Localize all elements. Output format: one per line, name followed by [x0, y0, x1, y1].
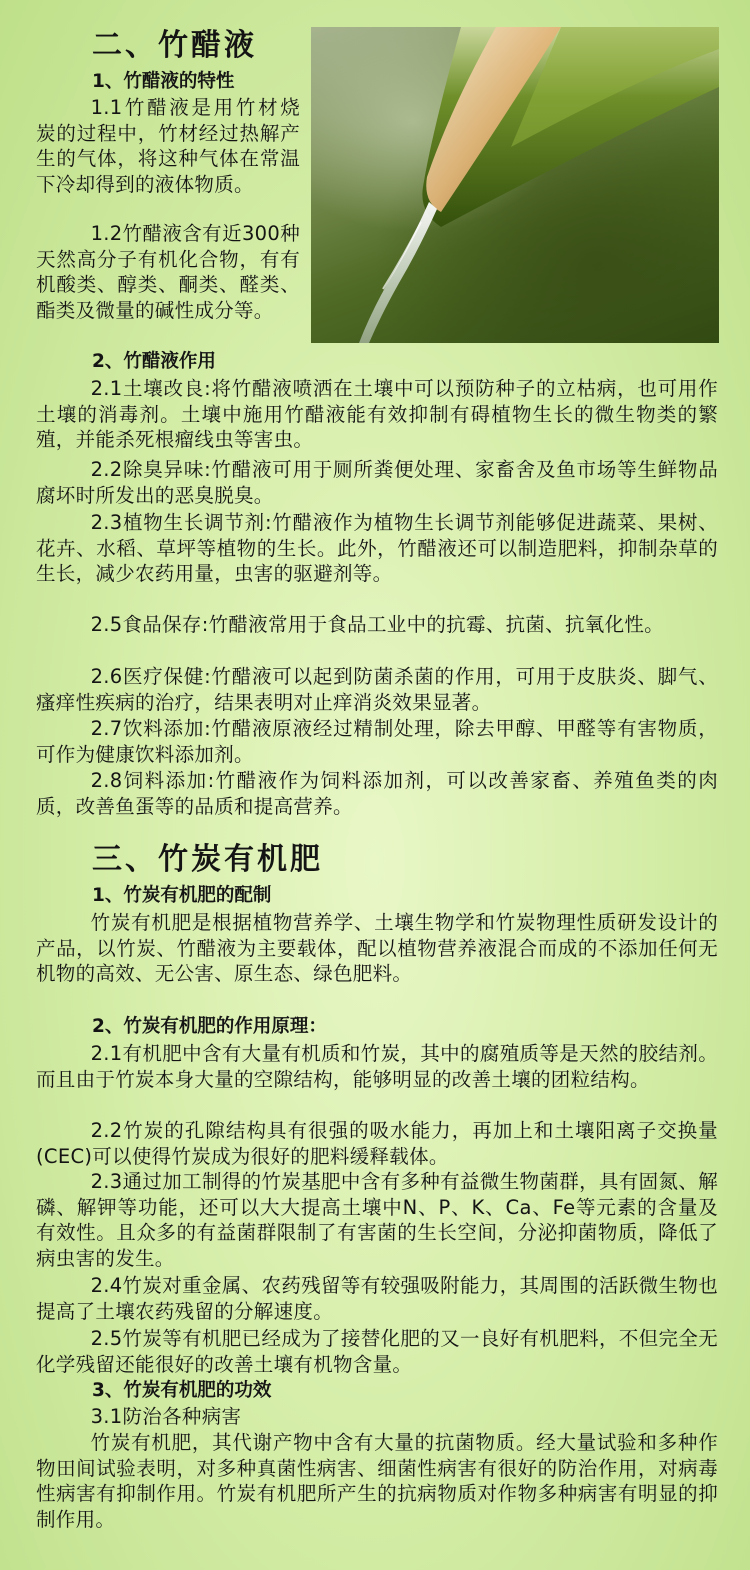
item-2-1: 2.1土壤改良:将竹醋液喷洒在土壤中可以预防种子的立枯病，也可用作土壤的消毒剂。土壤中施用竹醋液能有效抑制有碍植物生长的微生物类的繁殖，并能杀死根瘤线虫等害虫。: [36, 377, 718, 451]
paragraph-1-1: 1.1竹醋液是用竹材烧炭的过程中，竹材经过热解产生的气体，将这种气体在常温下冷却得到的液体物质。: [36, 96, 300, 196]
item-2-2: 2.2除臭异味:竹醋液可用于厕所粪便处理、家畜舍及鱼市场等生鲜物品腐坏时所发出的恶臭脱臭。: [36, 458, 718, 507]
section3-subheading-1: 1、竹炭有机肥的配制: [92, 885, 272, 906]
item-3-2-3: 2.3通过加工制得的竹炭基肥中含有多种有益微生物菌群，具有固氮、解磷、解钾等功能，还可以大大提高土壤中N、P、K、Ca、Fe等元素的含量及有效性。且众多的有益菌群限制了有害菌的生长空间，分泌抑菌物质，降低了病虫害的发生。: [36, 1170, 718, 1270]
section3-subheading-2: 2、竹炭有机肥的作用原理：: [92, 1016, 327, 1037]
item-3-2-5: 2.5竹炭等有机肥已经成为了接替化肥的又一良好有机肥料，不但完全无化学残留还能很好的改善土壤有机物含量。: [36, 1327, 718, 1376]
section3-title: 三、竹炭有机肥: [92, 842, 323, 877]
item-3-2-4: 2.4竹炭对重金属、农药残留等有较强吸附能力，其周围的活跃微生物也提高了土壤农药残留的分解速度。: [36, 1274, 718, 1323]
section3-subheading-3: 3、竹炭有机肥的功效: [92, 1380, 272, 1401]
item-3-2-2: 2.2竹炭的孔隙结构具有很强的吸水能力，再加上和土壤阳离子交换量(CEC)可以使得竹炭成为很好的肥料缓释载体。: [36, 1119, 718, 1168]
section2-subheading-2: 2、竹醋液作用: [92, 351, 216, 372]
item-2-6: 2.6医疗保健:竹醋液可以起到防菌杀菌的作用，可用于皮肤炎、脚气、瘙痒性疾病的治疗，结果表明对止痒消炎效果显著。: [36, 665, 718, 714]
paragraph-1-2: 1.2竹醋液含有近300种天然高分子有机化合物，有有机酸类、醇类、酮类、醛类、酯类及微量的碱性成分等。: [36, 222, 300, 322]
item-2-3: 2.3植物生长调节剂:竹醋液作为植物生长调节剂能够促进蔬菜、果树、花卉、水稻、草坪等植物的生长。此外，竹醋液还可以制造肥料，抑制杂草的生长，减少农药用量，虫害的驱避剂等。: [36, 511, 718, 585]
item-2-5: 2.5食品保存:竹醋液常用于食品工业中的抗霉、抗菌、抗氧化性。: [90, 613, 664, 636]
section2-subheading-1: 1、竹醋液的特性: [92, 71, 235, 92]
item-2-7: 2.7饮料添加:竹醋液原液经过精制处理，除去甲醇、甲醛等有害物质，可作为健康饮料添加剂。: [36, 717, 718, 766]
item-3-3-2: 竹炭有机肥，其代谢产物中含有大量的抗菌物质。经大量试验和多种作物田间试验表明，对多种真菌性病害、细菌性病害有很好的防治作用，对病毒性病害有抑制作用。竹炭有机肥所产生的抗病物质对作物多种病害有明显的抑制作用。: [36, 1431, 718, 1531]
section3-paragraph-1: 竹炭有机肥是根据植物营养学、土壤生物学和竹炭物理性质研发设计的产品，以竹炭、竹醋液为主要载体，配以植物营养液混合而成的不添加任何无机物的高效、无公害、原生态、绿色肥料。: [36, 911, 718, 985]
item-3-3-1: 3.1防治各种病害: [90, 1405, 242, 1428]
section2-title: 二、竹醋液: [92, 28, 257, 63]
item-2-8: 2.8饲料添加:竹醋液作为饲料添加剂，可以改善家畜、养殖鱼类的肉质，改善鱼蛋等的品质和提高营养。: [36, 769, 718, 818]
bamboo-tube-icon: [311, 27, 719, 343]
bamboo-vinegar-photo: [311, 27, 719, 343]
item-3-2-1: 2.1有机肥中含有大量有机质和竹炭，其中的腐殖质等是天然的胶结剂。而且由于竹炭本身大量的空隙结构，能够明显的改善土壤的团粒结构。: [36, 1042, 718, 1091]
